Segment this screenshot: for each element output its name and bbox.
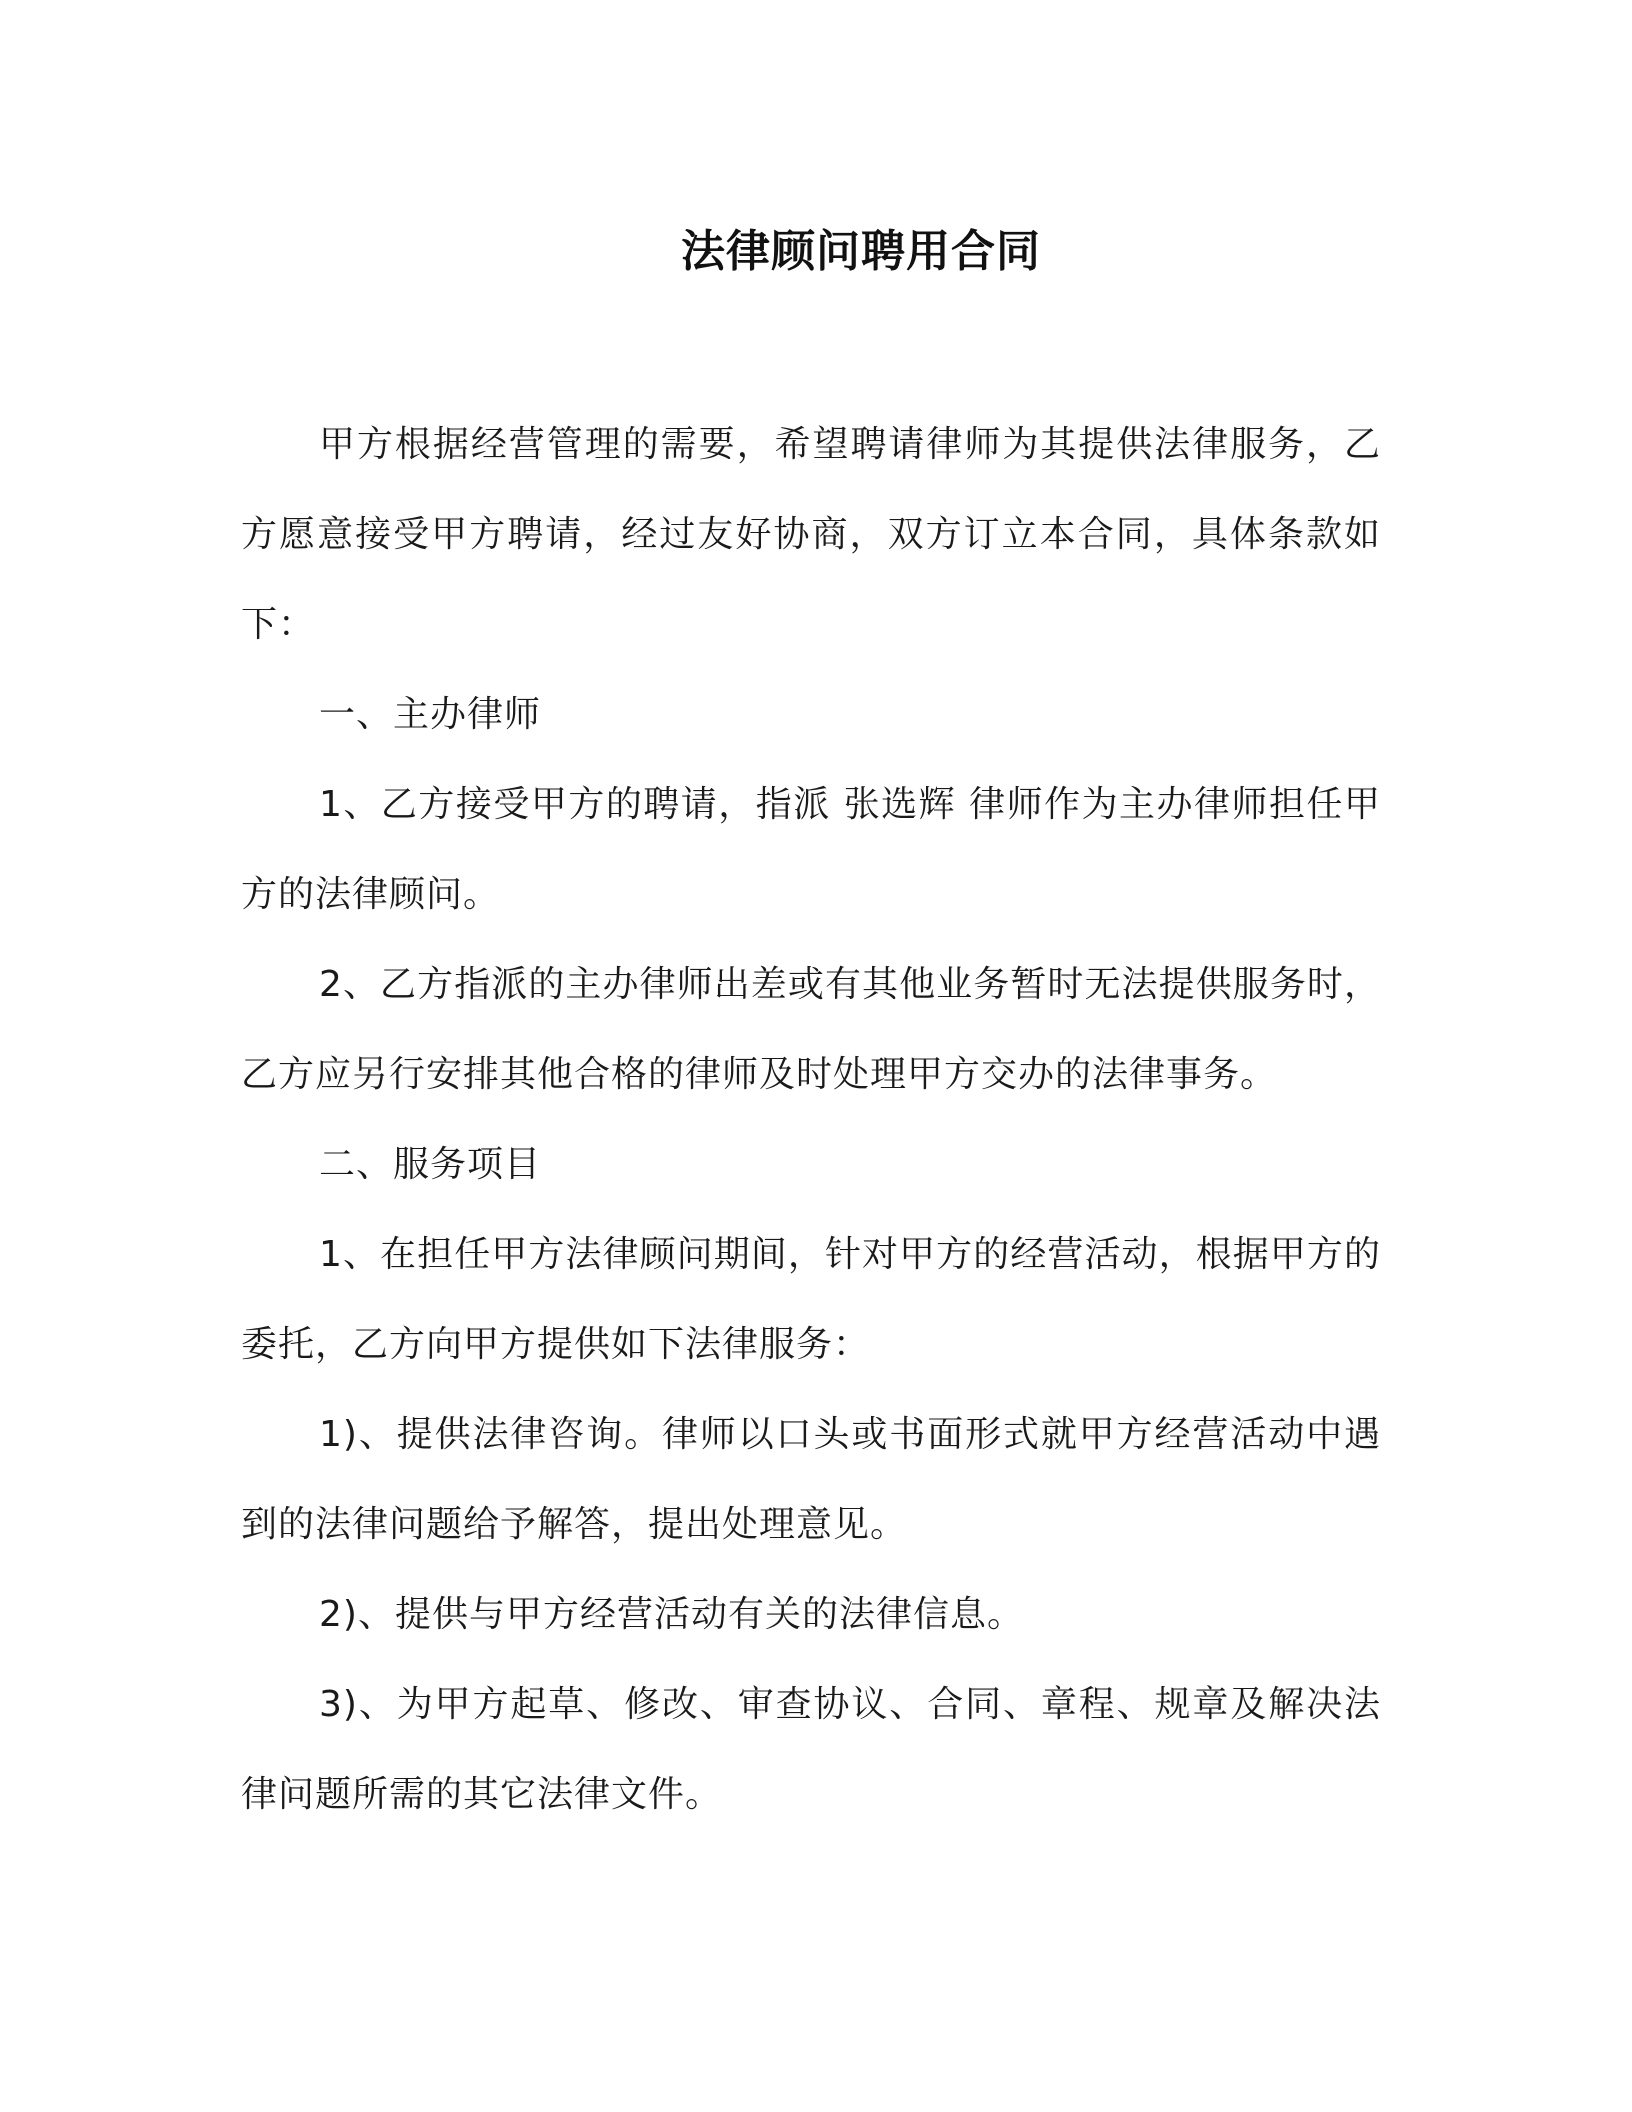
clause-paragraph: 1、乙方接受甲方的聘请，指派 张选辉 律师作为主办律师担任甲方的法律顾问。 xyxy=(241,784,1381,915)
clause-paragraph: 1、在担任甲方法律顾问期间，针对甲方的经营活动，根据甲方的委托，乙方向甲方提供如下法律服务： xyxy=(241,1234,1381,1365)
intro-paragraph: 甲方根据经营管理的需要，希望聘请律师为其提供法律服务，乙方愿意接受甲方聘请，经过友好协商，双方订立本合同，具体条款如下： xyxy=(241,424,1381,645)
section-heading-services: 二、服务项目 xyxy=(319,1144,542,1185)
service-item: 3)、为甲方起草、修改、审查协议、合同、章程、规章及解决法律问题所需的其它法律文件。 xyxy=(241,1684,1381,1815)
service-item: 1)、提供法律咨询。律师以口头或书面形式就甲方经营活动中遇到的法律问题给予解答，提出处理意见。 xyxy=(241,1414,1381,1545)
clause-paragraph: 2、乙方指派的主办律师出差或有其他业务暂时无法提供服务时，乙方应另行安排其他合格的律师及时处理甲方交办的法律事务。 xyxy=(241,964,1381,1095)
document-body xyxy=(241,400,1381,1840)
document-title: 法律顾问聘用合同 xyxy=(681,226,1041,277)
service-item: 2)、提供与甲方经营活动有关的法律信息。 xyxy=(319,1594,1024,1635)
section-heading-lead-lawyer: 一、主办律师 xyxy=(319,694,542,735)
